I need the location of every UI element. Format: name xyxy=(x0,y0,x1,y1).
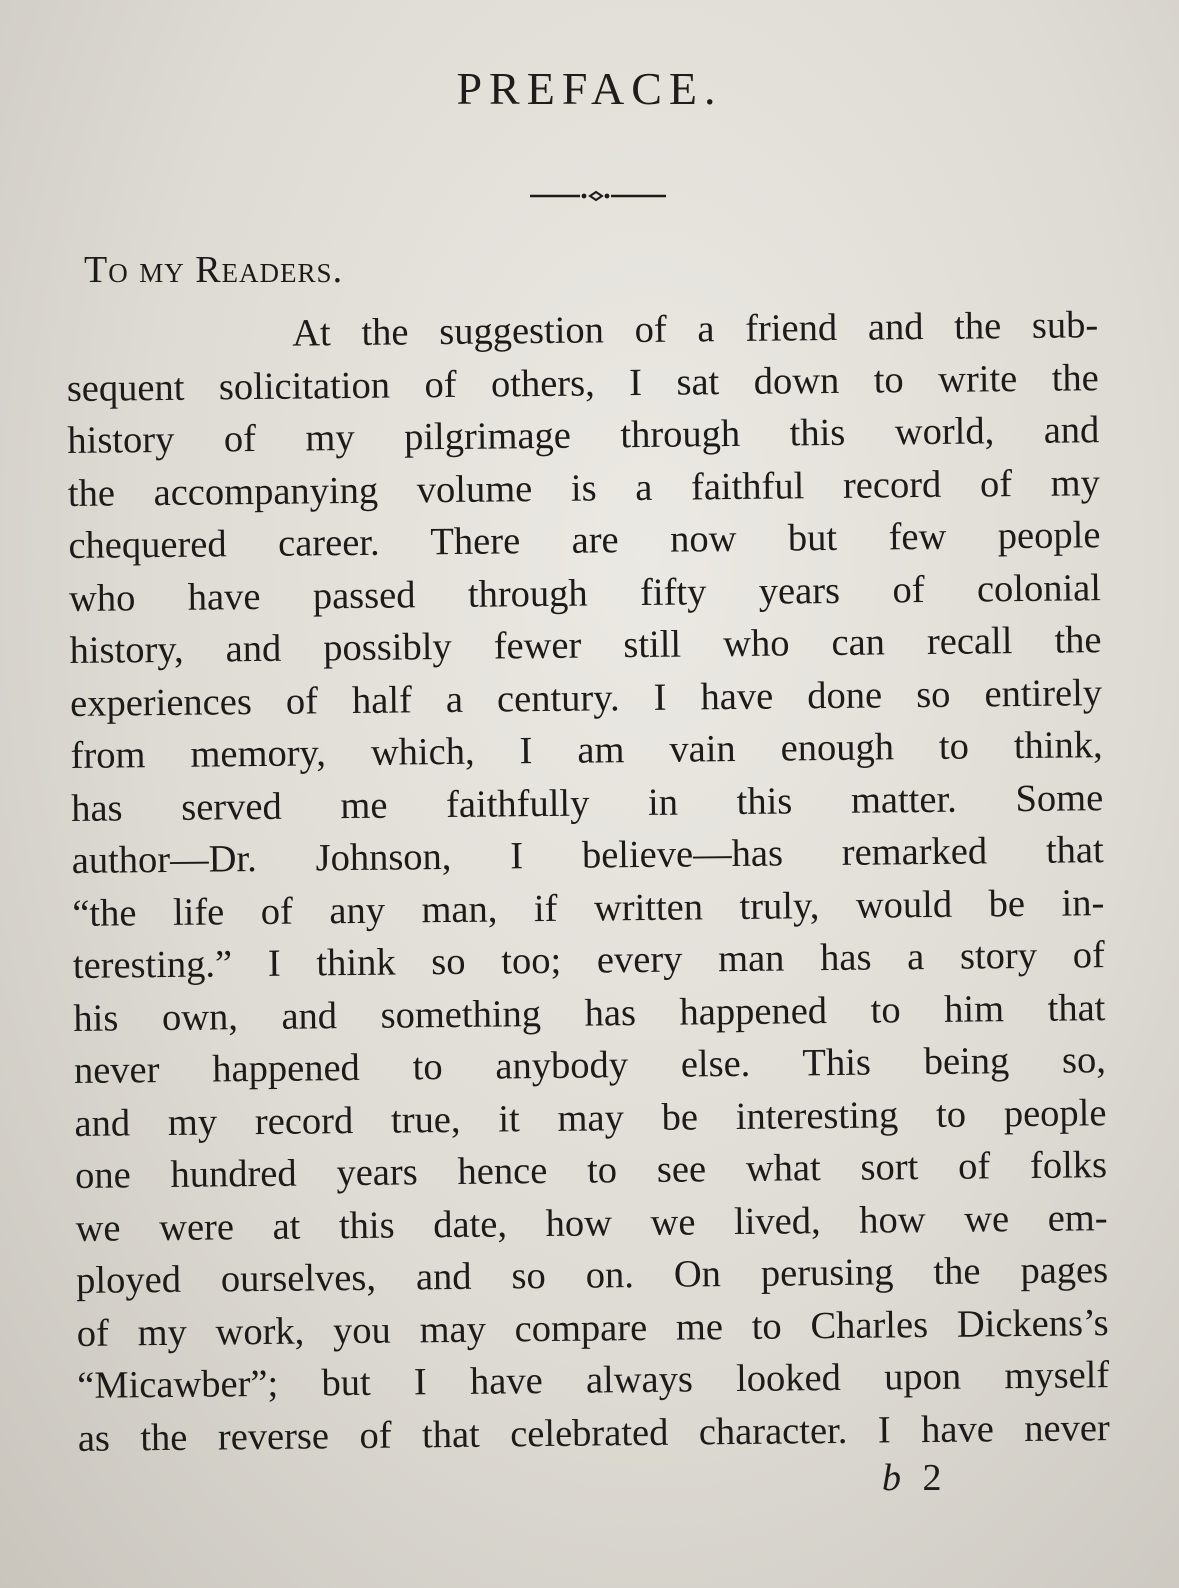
text-line: we were at this date, how we lived, how we em- xyxy=(75,1196,1108,1250)
text-line: his own, and something has happened to him that xyxy=(73,986,1106,1040)
text-line: never happened to anybody else. This being so, xyxy=(73,1039,1107,1092)
preface-body xyxy=(66,299,1110,1465)
text-line: history of my pilgrimage through this world, and xyxy=(67,409,1100,462)
text-line: experiences of half a century. I have done so entirely xyxy=(69,671,1103,725)
text-line: the accompanying volume is a faithful record of my xyxy=(67,461,1101,515)
text-line: one hundred years hence to see what sort of folks xyxy=(74,1144,1108,1197)
text-line: sequent solicitation of others, I sat down to write the xyxy=(66,356,1099,410)
text-line: who have passed through fifty years of colonial xyxy=(68,566,1102,620)
text-line: as the reverse of that celebrated character. I have never xyxy=(77,1406,1110,1460)
signature-letter: b xyxy=(882,1457,907,1499)
text-line: “the life of any man, if written truly, would be in- xyxy=(72,881,1105,935)
text-line: author—Dr. Johnson, I believe—has remarked that xyxy=(71,829,1104,882)
text-line: chequered career. There are now but few people xyxy=(68,514,1101,567)
signature-number: 2 xyxy=(922,1457,948,1499)
ornament-divider xyxy=(530,186,670,206)
text-line: ployed ourselves, and so on. On perusing the pages xyxy=(75,1249,1109,1302)
signature-mark xyxy=(882,1456,948,1500)
text-line: “Micawber”; but I have always looked upon myself xyxy=(77,1354,1110,1407)
text-line: has served me faithfully in this matter. Some xyxy=(71,776,1104,830)
text-line: of my work, you may compare me to Charles Dickens’s xyxy=(76,1301,1109,1355)
salutation: To my Readers. xyxy=(84,249,344,291)
text-line: teresting.” I think so too; every man has a story of xyxy=(72,934,1106,987)
text-line: and my record true, it may be interesting to people xyxy=(74,1091,1107,1145)
text-line: At the suggestion of a friend and the sub- xyxy=(292,304,1099,355)
text-line: history, and possibly fewer still who can recall the xyxy=(69,619,1102,672)
text-line: from memory, which, I am vain enough to think, xyxy=(70,724,1103,777)
page-heading: PREFACE. xyxy=(456,63,723,114)
